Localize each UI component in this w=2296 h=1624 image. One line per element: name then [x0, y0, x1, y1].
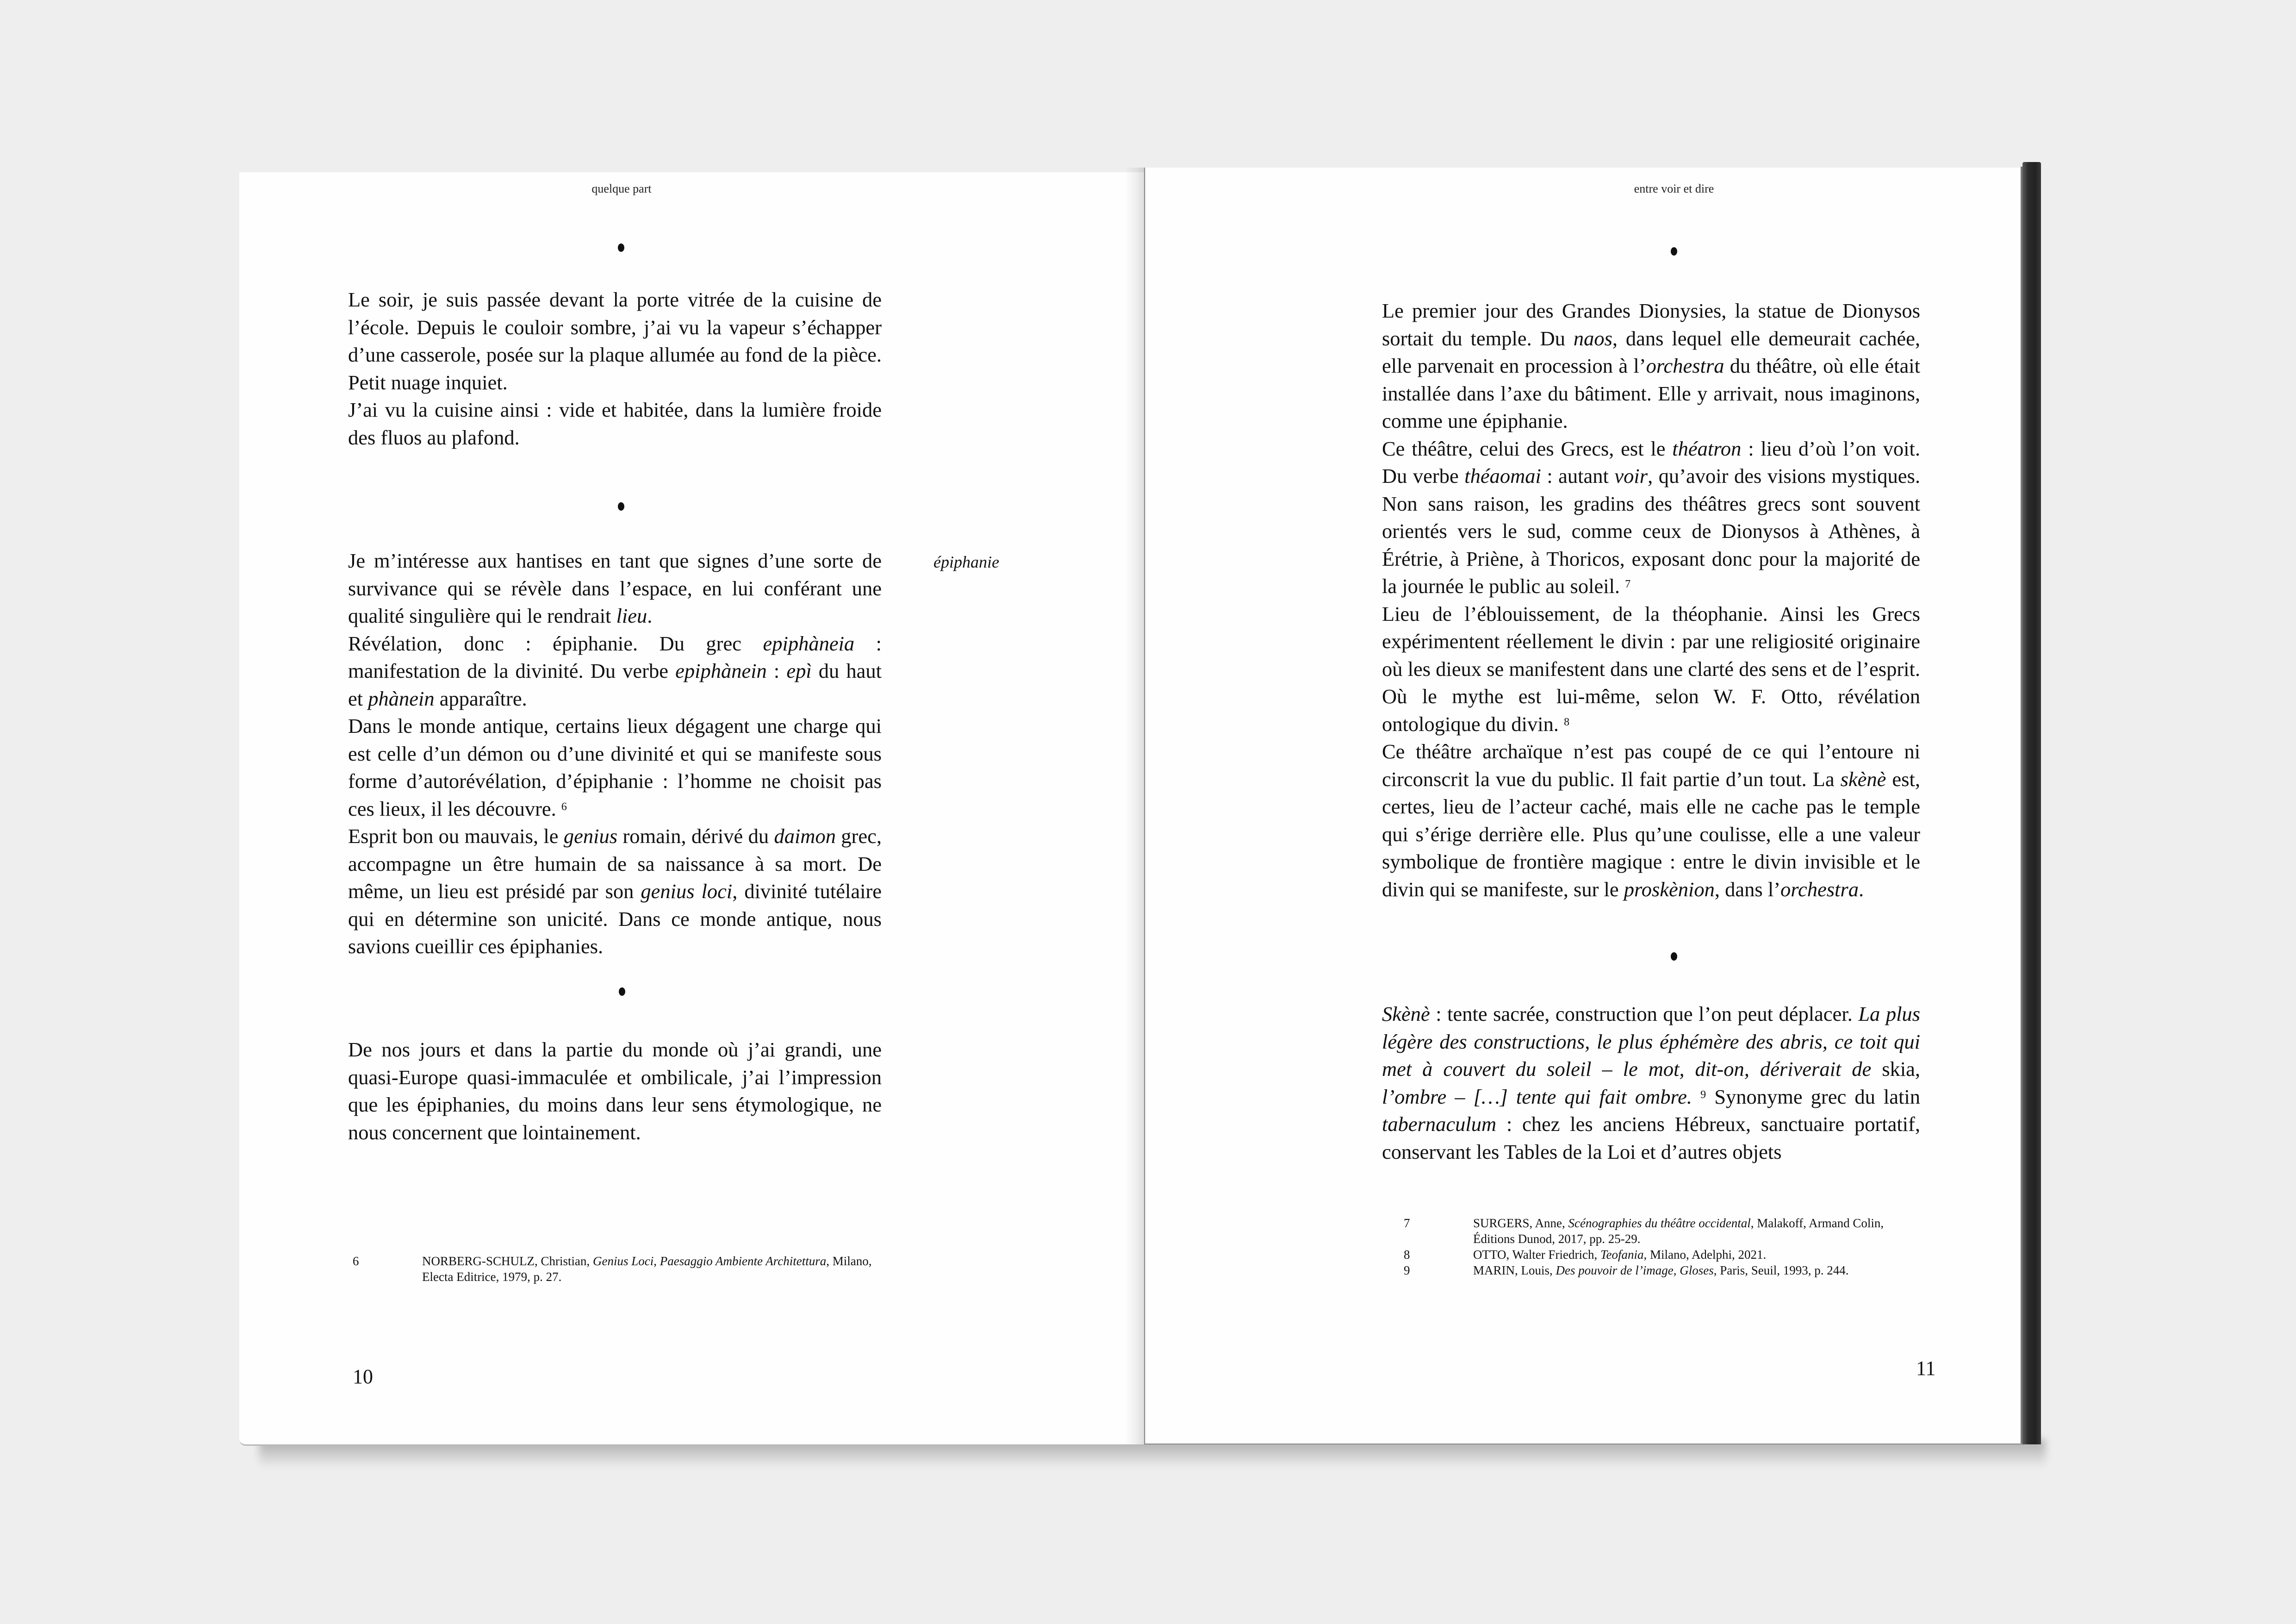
italic-term: théaomai [1464, 464, 1541, 487]
italic-term: skènè [1840, 767, 1886, 791]
footnote-text: SURGERS, Anne, Scénographies du théâtre occidental, Malakoff, Armand Colin, Éditions Dunod, 2017, pp. 25-29. [1473, 1216, 1884, 1246]
paragraph: Le soir, je suis passée devant la porte vitrée de la cuisine de l’école. Depuis le couloir sombre, j’ai vu la vapeur s’échapper d’une casserole, posée sur la plaque allumée au fond de la pièce. Petit nuage inquiet. [348, 288, 882, 394]
italic-term: phànein [368, 687, 435, 710]
italic-term: orchestra [1780, 877, 1859, 901]
paragraph: Skènè : tente sacrée, construction que l’on peut déplacer. La plus légère des constructions, le plus éphémère des abris, ce toit qui met à couvert du soleil – le mot, dit-on, dériverait de skia, l’ombre – […] tente qui fait ombre. $^9$ Synonyme grec du latin tabernaculum : chez les anciens Hébreux, sanctuaire portatif, conservant les Tables de la Loi et d’autres objets [1382, 1002, 1920, 1163]
page-number-right: 11 [1916, 1357, 1936, 1380]
footnote-ref: 7 [1625, 578, 1631, 590]
right-footnotes [1404, 1215, 1922, 1278]
paragraph: Lieu de l’éblouissement, de la théophanie. Ainsi les Grecs expérimentent réellement le divin : par une religiosité originaire où les dieux se manifestent dans une clarté des sens et de l’esprit. Où le mythe est lui-même, selon W. F. Otto, révélation ontologique du divin. $^8$ [1382, 602, 1920, 736]
margin-note: épiphanie [933, 553, 999, 571]
footnote-ref: 6 [561, 800, 567, 813]
paragraph: Esprit bon ou mauvais, le genius romain, dérivé du daimon grec, accompagne un être humain de sa naissance à sa mort. De même, un lieu est présidé par son genius loci, divinité tutélaire qui en détermine son unicité. Dans ce monde antique, nous savions cueillir ces épiphanies. [348, 824, 882, 958]
italic-term: Skènè [1382, 1002, 1430, 1025]
italic-term: lieu [616, 604, 647, 627]
italic-term: epiphànein [675, 659, 767, 682]
spine [1144, 168, 1145, 1444]
section-break-dot [618, 244, 624, 252]
italic-term: voir [1614, 464, 1648, 487]
paragraph: Révélation, donc : épiphanie. Du grec epiphàneia : manifestation de la divinité. Du verbe epiphànein : epì du haut et phànein apparaître. [348, 631, 882, 710]
paragraph: De nos jours et dans la partie du monde où j’ai grandi, une quasi-Europe quasi-immaculée et ombilicale, j’ai l’impression que les épiphanies, du moins dans leur sens étymologique, ne nous concernent que lointainement. [348, 1038, 882, 1144]
book-cover-edge [2022, 162, 2041, 1444]
footnote-text: MARIN, Louis, Des pouvoir de l’image, Gloses, Paris, Seuil, 1993, p. 244. [1473, 1263, 1849, 1277]
left-footnotes [353, 1253, 876, 1285]
italic-term: orchestra [1646, 354, 1724, 377]
paragraph: J’ai vu la cuisine ainsi : vide et habitée, dans la lumière froide des fluos au plafond. [348, 398, 882, 449]
italic-term: Scénographies du théâtre occidental [1568, 1216, 1751, 1230]
footnote-text: NORBERG-SCHULZ, Christian, Genius Loci, Paesaggio Ambiente Architettura, Milano, Electa Editrice, 1979, p. 27. [422, 1254, 872, 1284]
footnote [1404, 1262, 1922, 1278]
footnote-number: 8 [1404, 1248, 1410, 1262]
italic-term: proskènion [1624, 877, 1715, 901]
gutter-shadow [1125, 168, 1145, 1444]
running-head-right: entre voir et dire [1634, 182, 1714, 195]
italic-term: genius [563, 824, 618, 848]
section-break-dot [618, 502, 624, 511]
paragraph: Le premier jour des Grandes Dionysies, la statue de Dionysos sortait du temple. Du naos, dans lequel elle demeurait cachée, elle parvenait en procession à l’orchestra du théâtre, où elle était installée dans l’axe du bâtiment. Elle y arrivait, nous imaginons, comme une épiphanie. [1382, 299, 1920, 432]
right-section-1 [1382, 297, 1920, 903]
footnote [1404, 1215, 1922, 1247]
footnote-text: OTTO, Walter Friedrich, Teofania, Milano, Adelphi, 2021. [1473, 1248, 1767, 1262]
italic-term: epì [786, 659, 812, 682]
footnote-number: 7 [1404, 1216, 1410, 1230]
italic-term: La plus légère des constructions, le plus éphémère des abris, ce toit qui met à couvert du soleil – le mot, dit-on, dériverait de [1382, 1002, 1920, 1081]
italic-term: tabernaculum [1382, 1112, 1497, 1136]
section-break-dot [1671, 952, 1677, 961]
italic-term: théatron [1672, 437, 1742, 460]
paragraph: Dans le monde antique, certains lieux dégagent une charge qui est celle d’un démon ou d’une divinité et qui se manifeste sous forme d’autorévélation, d’épiphanie : l’homme ne choisit pas ces lieux, il les découvre. $^6$ [348, 714, 882, 820]
italic-term: Teofania [1600, 1248, 1644, 1262]
footnote [353, 1253, 876, 1285]
running-head-left: quelque part [591, 182, 652, 195]
section-break-dot [619, 987, 625, 996]
italic-term: naos [1573, 326, 1612, 350]
footnote-number: 9 [1404, 1263, 1410, 1277]
left-section-3 [348, 1036, 882, 1146]
footnote-number: 6 [353, 1254, 359, 1268]
right-section-2 [1382, 1000, 1920, 1166]
italic-term: epiphàneia [763, 631, 855, 655]
paragraph: Je m’intéresse aux hantises en tant que signes d’une sorte de survivance qui se révèle dans l’espace, en lui conférant une qualité singulière qui le rendrait lieu. [348, 549, 882, 627]
footnote [1404, 1247, 1922, 1262]
left-section-1 [348, 286, 882, 451]
section-break-dot [1671, 247, 1677, 256]
italic-term: Genius Loci, Paesaggio Ambiente Architettura [593, 1254, 827, 1268]
footnote-ref: 8 [1564, 716, 1570, 728]
paragraph: Ce théâtre archaïque n’est pas coupé de ce qui l’entoure ni circonscrit la vue du public. Il fait partie d’un tout. La skènè est, certes, lieu de l’acteur caché, mais elle ne cache pas le temple qui s’érige derrière elle. Plus qu’une coulisse, elle a une valeur symbolique de frontière magique : entre le divin invisible et le divin qui se manifeste, sur le proskènion, dans l’orchestra. [1382, 740, 1920, 901]
left-section-2 [348, 547, 882, 961]
page-number-left: 10 [353, 1365, 373, 1388]
italic-term: l’ombre – […] tente qui fait ombre. [1382, 1085, 1692, 1108]
footnote-ref: 9 [1700, 1088, 1706, 1101]
italic-term: daimon [774, 824, 836, 848]
italic-term: Des pouvoir de l’image, Gloses [1556, 1263, 1714, 1277]
paragraph: Ce théâtre, celui des Grecs, est le théatron : lieu d’où l’on voit. Du verbe théaomai : autant voir, qu’avoir des visions mystiques. Non sans raison, les gradins des théâtres grecs sont souvent orientés vers le sud, comme ceux de Dionysos à Athènes, à Érétrie, à Priène, à Thoricos, exposant donc pour la majorité de la journée le public au soleil. $^7$ [1382, 437, 1920, 598]
italic-term: genius loci [641, 880, 733, 903]
